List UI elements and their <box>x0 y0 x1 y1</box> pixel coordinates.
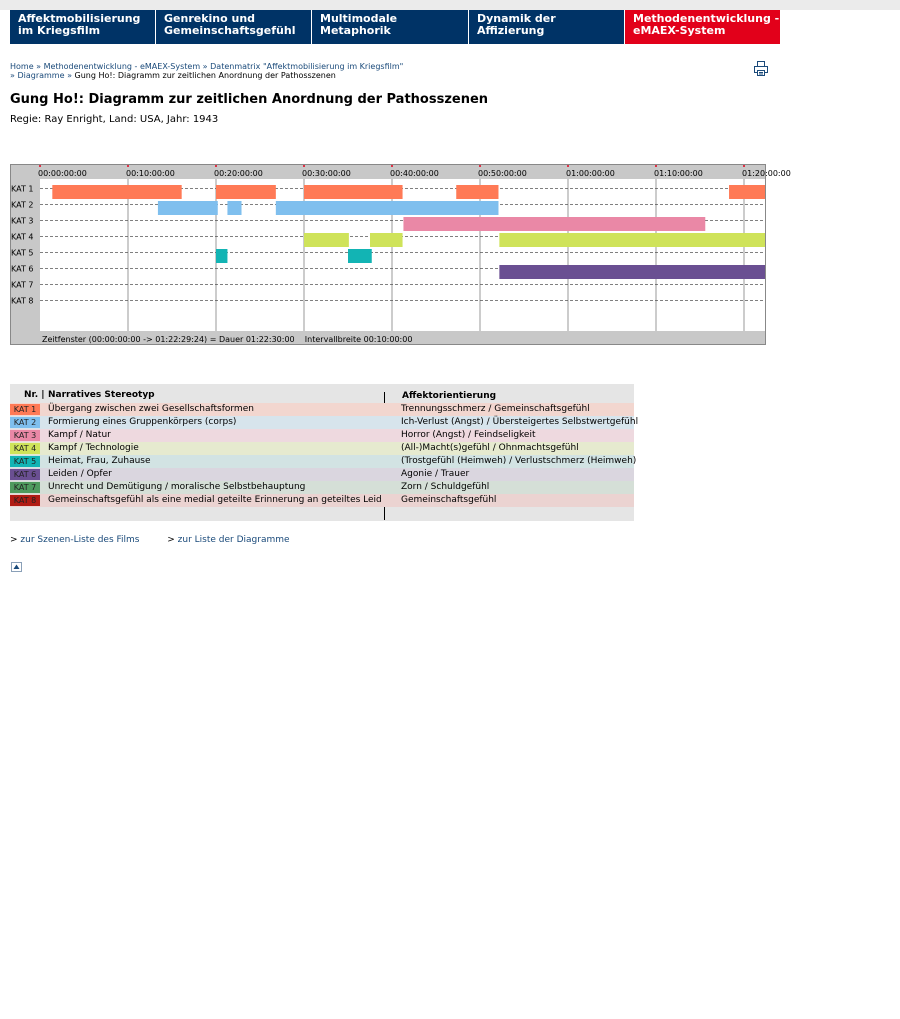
breadcrumb-home[interactable]: Home <box>10 62 34 71</box>
scene-segment[interactable] <box>456 185 498 199</box>
scene-segment[interactable] <box>370 233 403 247</box>
legend-row <box>10 481 634 494</box>
main-navigation <box>10 10 780 44</box>
scene-segment[interactable] <box>348 249 372 263</box>
scene-segment[interactable] <box>499 233 766 247</box>
timeline-chart <box>10 164 791 345</box>
scene-segment[interactable] <box>304 233 349 247</box>
category-badge: KAT 2 <box>10 417 40 428</box>
legend-row <box>10 429 634 442</box>
scene-segment[interactable] <box>52 185 181 199</box>
page-title: Gung Ho!: Diagramm zur zeitlichen Anordnung der Pathosszenen <box>10 92 489 107</box>
category-label: KAT 2 <box>11 200 34 210</box>
affect-text: (Trostgefühl (Heimweh) / Verlustschmerz (Heimweh) <box>401 456 637 466</box>
legend-row <box>10 416 639 429</box>
affect-text: Ich-Verlust (Angst) / Übersteigertes Selbstwertgefühl <box>401 417 639 427</box>
stereotype-text: Unrecht und Demütigung / moralische Selbstbehauptung <box>48 482 306 492</box>
tick-label: 00:40:00:00 <box>390 169 439 178</box>
stereotype-text: Übergang zwischen zwei Gesellschaftsformen <box>48 404 254 414</box>
scene-segment[interactable] <box>276 201 499 215</box>
link-arrow: > <box>167 535 175 545</box>
category-badge: KAT 4 <box>10 443 40 454</box>
legend-row <box>10 442 634 455</box>
stereotype-text: Kampf / Natur <box>48 430 111 440</box>
nav-item-dynamik[interactable]: Dynamik der Affizierung <box>469 10 625 44</box>
category-label: KAT 7 <box>11 280 34 290</box>
stereotype-text: Kampf / Technologie <box>48 443 139 453</box>
tick-label: 00:30:00:00 <box>302 169 351 178</box>
category-label: KAT 1 <box>11 184 34 194</box>
scene-segment[interactable] <box>216 185 276 199</box>
category-label: KAT 8 <box>11 296 34 306</box>
scene-segment[interactable] <box>227 201 241 215</box>
top-strip <box>0 0 900 10</box>
scene-segment[interactable] <box>216 249 227 263</box>
scene-segment[interactable] <box>158 201 218 215</box>
scene-segment[interactable] <box>304 185 403 199</box>
affect-text: (All-)Macht(s)gefühl / Ohnmachtsgefühl <box>401 443 579 453</box>
category-label: KAT 4 <box>11 232 34 242</box>
category-badge: KAT 5 <box>10 456 40 467</box>
scene-segment[interactable] <box>499 265 766 279</box>
category-badge: KAT 8 <box>10 495 40 506</box>
stereotype-text: Leiden / Opfer <box>48 469 112 479</box>
footer-links <box>10 535 290 545</box>
stereotype-text: Heimat, Frau, Zuhause <box>48 456 151 466</box>
tick-label: 01:20:00:00 <box>742 169 791 178</box>
tick-label: 00:50:00:00 <box>478 169 527 178</box>
legend-header-stereotyp: Narratives Stereotyp <box>48 390 155 400</box>
tick-label: 01:00:00:00 <box>566 169 615 178</box>
category-legend <box>10 384 639 521</box>
scene-segment[interactable] <box>403 217 705 231</box>
legend-header-nr: Nr. | <box>24 390 45 400</box>
category-badge: KAT 7 <box>10 482 40 493</box>
stereotype-text: Formierung eines Gruppenkörpers (corps) <box>48 417 237 427</box>
category-label: KAT 6 <box>11 264 34 274</box>
category-badge: KAT 3 <box>10 430 40 441</box>
link-diagram-list[interactable]: zur Liste der Diagramme <box>177 535 290 545</box>
link-arrow: > <box>10 535 18 545</box>
printer-icon[interactable] <box>754 61 768 76</box>
legend-row <box>10 455 637 468</box>
affect-text: Trennungsschmerz / Gemeinschaftsgefühl <box>401 404 590 414</box>
nav-item-metaphorik[interactable]: Multimodale Metaphorik <box>312 10 469 44</box>
nav-item-methodenentwicklung[interactable]: Methodenentwicklung - eMAEX-System <box>625 10 780 44</box>
category-label: KAT 5 <box>11 248 34 258</box>
breadcrumb-separator: » <box>67 71 72 80</box>
back-to-top-icon[interactable] <box>11 562 22 572</box>
tick-label: 00:20:00:00 <box>214 169 263 178</box>
breadcrumb <box>10 62 610 80</box>
tick-label: 00:00:00:00 <box>38 169 87 178</box>
legend-row <box>10 403 634 416</box>
legend-row <box>10 494 634 507</box>
breadcrumb-separator: » <box>36 62 42 71</box>
tick-label: 01:10:00:00 <box>654 169 703 178</box>
category-badge: KAT 1 <box>10 404 40 415</box>
breadcrumb-separator: » <box>10 71 15 80</box>
legend-row <box>10 468 634 481</box>
affect-text: Horror (Angst) / Feindseligkeit <box>401 430 536 440</box>
category-label: KAT 3 <box>11 216 34 226</box>
category-badge: KAT 6 <box>10 469 40 480</box>
nav-item-genrekino[interactable]: Genrekino und Gemeinschaftsgefühl <box>156 10 312 44</box>
breadcrumb-separator: » <box>202 62 208 71</box>
breadcrumb-methodenentwicklung[interactable]: Methodenentwicklung - eMAEX-System <box>43 62 201 71</box>
affect-text: Zorn / Schuldgefühl <box>401 482 490 492</box>
nav-item-affektmobilisierung[interactable]: Affektmobilisierung im Kriegsfilm <box>10 10 156 44</box>
tick-label: 00:10:00:00 <box>126 169 175 178</box>
film-info: Regie: Ray Enright, Land: USA, Jahr: 1943 <box>10 114 219 125</box>
chart-footer: Zeitfenster (00:00:00:00 -> 01:22:29:24) = Dauer 01:22:30:00 Intervallbreite 00:10:00:00 <box>42 335 413 344</box>
breadcrumb-diagramme[interactable]: Diagramme <box>17 71 65 80</box>
breadcrumb-datenmatrix[interactable]: Datenmatrix "Affektmobilisierung im Kriegsfilm" <box>210 62 404 71</box>
affect-text: Gemeinschaftsgefühl <box>401 495 497 505</box>
legend-header-affekt: Affektorientierung <box>402 391 497 401</box>
affect-text: Agonie / Trauer <box>401 469 470 479</box>
stereotype-text: Gemeinschaftsgefühl als eine medial geteilte Erinnerung an geteiltes Leid <box>48 495 382 505</box>
scene-segment[interactable] <box>729 185 766 199</box>
link-scene-list[interactable]: zur Szenen-Liste des Films <box>20 535 140 545</box>
breadcrumb-current: Gung Ho!: Diagramm zur zeitlichen Anordnung der Pathosszenen <box>74 71 336 80</box>
